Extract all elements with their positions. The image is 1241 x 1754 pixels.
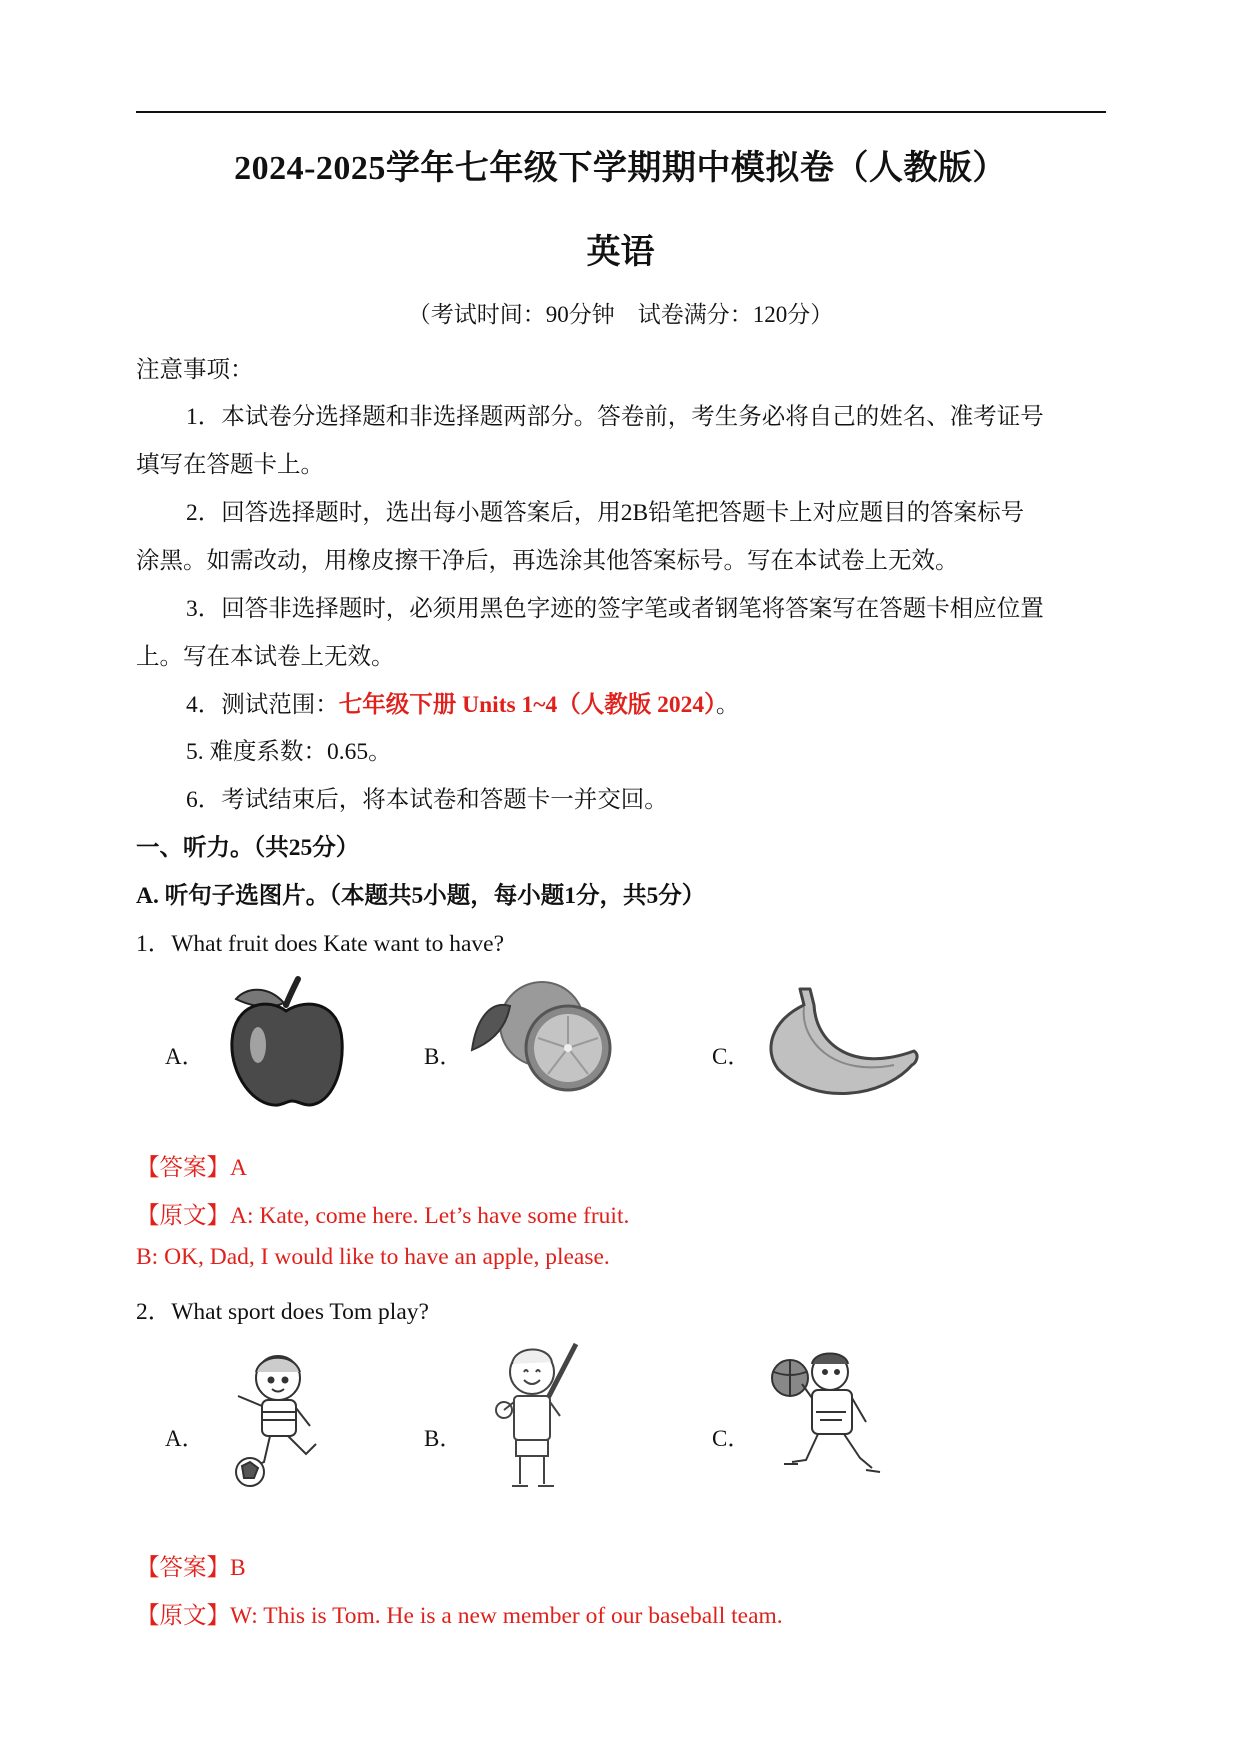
note-1-line-2: 填写在答题卡上。	[136, 452, 324, 478]
note-3-line-1: 3．回答非选择题时，必须用黑色字迹的签字笔或者钢笔将答案写在答题卡相应位置	[186, 596, 1044, 622]
section-1-heading: 一、听力。（共25分）	[136, 835, 360, 861]
q2-option-b-label: B．	[424, 1426, 463, 1451]
q2-option-a-label: A．	[165, 1426, 205, 1451]
q1-option-a-label: A．	[165, 1044, 205, 1069]
q2-script-1	[136, 1596, 783, 1630]
q1-script-2: B: OK, Dad, I would like to have an apple, please.	[136, 1244, 610, 1270]
boy-basketball-image	[762, 1340, 892, 1490]
note-6: 6．考试结束后，将本试卷和答题卡一并交回。	[186, 787, 668, 813]
q2-script-text-1: W: This is Tom. He is a new member of our baseball team.	[230, 1603, 783, 1629]
note-4-prefix: 4．测试范围：	[186, 692, 339, 718]
note-2-line-2: 涂黑。如需改动，用橡皮擦干净后，再选涂其他答案标号。写在本试卷上无效。	[136, 548, 959, 574]
exam-title: 2024-2025学年七年级下学期期中模拟卷（人教版）	[234, 150, 1007, 187]
q2-script-tag: 【原文】	[136, 1603, 230, 1629]
q2-answer	[136, 1548, 246, 1582]
header-rule	[136, 111, 1106, 113]
q2-answer-value: B	[230, 1555, 246, 1581]
q1-question: 1．What fruit does Kate want to have?	[136, 931, 505, 957]
note-4-scope: 七年级下册 Units 1~4（人教版 2024）	[338, 692, 716, 718]
q1-script-1	[136, 1196, 629, 1230]
q2-option-c-label: C．	[712, 1426, 751, 1451]
exam-info: （考试时间：90分钟 试卷满分：120分）	[407, 302, 834, 327]
boy-soccer-image	[232, 1348, 342, 1488]
q1-answer	[136, 1148, 247, 1182]
note-3-line-2: 上。写在本试卷上无效。	[136, 644, 395, 670]
q1-option-c-label: C．	[712, 1044, 751, 1069]
note-4	[186, 685, 739, 719]
boy-baseball-image	[490, 1338, 590, 1494]
exam-subject: 英语	[586, 234, 655, 271]
part-a-heading: A. 听句子选图片。（本题共5小题，每小题1分，共5分）	[136, 883, 706, 909]
q1-answer-value: A	[230, 1155, 247, 1181]
q1-answer-tag: 【答案】	[136, 1155, 230, 1181]
q2-question: 2．What sport does Tom play?	[136, 1299, 429, 1325]
apple-image	[228, 975, 346, 1110]
note-1-line-1: 1．本试卷分选择题和非选择题两部分。答卷前，考生务必将自己的姓名、准考证号	[186, 404, 1044, 430]
note-2-line-1: 2．回答选择题时，选出每小题答案后，用2B铅笔把答题卡上对应题目的答案标号	[186, 500, 1025, 526]
q1-option-b-label: B．	[424, 1044, 463, 1069]
banana-image	[764, 985, 920, 1103]
q1-script-text-1: A: Kate, come here. Let’s have some fruit.	[230, 1203, 630, 1229]
notes-heading: 注意事项：	[136, 357, 254, 383]
q1-script-tag: 【原文】	[136, 1203, 230, 1229]
note-5: 5. 难度系数：0.65。	[186, 739, 392, 765]
orange-image	[470, 980, 618, 1092]
note-4-suffix: 。	[715, 692, 740, 718]
q2-answer-tag: 【答案】	[136, 1555, 230, 1581]
